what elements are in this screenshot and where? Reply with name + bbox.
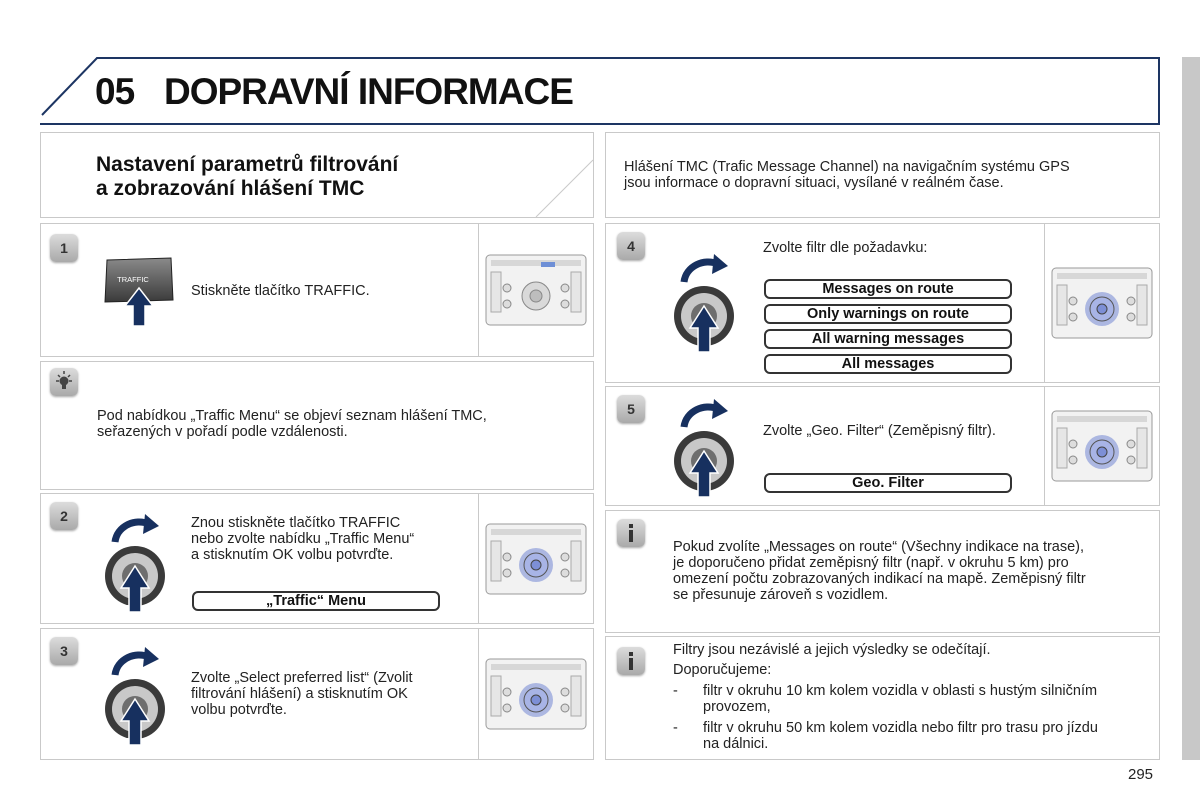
step-2-line1: Znou stiskněte tlačítko TRAFFIC — [191, 515, 401, 531]
info-2-line1: Filtry jsou nezávislé a jejich výsledky se odečítají. — [673, 642, 991, 658]
section-title-panel — [40, 132, 594, 218]
chapter-header — [40, 57, 1160, 125]
info-2-panel — [605, 636, 1160, 760]
intro-text — [624, 159, 1070, 191]
info-2-line2: Doporučujeme: — [673, 662, 772, 678]
tip-badge — [50, 368, 78, 396]
info-icon — [617, 519, 645, 547]
step-badge-5: 5 — [617, 395, 645, 423]
info-1-text — [673, 539, 1086, 603]
step-5-thumbnail — [1044, 387, 1159, 505]
info-1-line3: omezení počtu zobrazovaných indikací na mapě. Zeměpisný filtr — [673, 571, 1086, 587]
traffic-button-label: TRAFFIC — [117, 275, 149, 284]
step-3-line3: volbu potvrďte. — [191, 702, 287, 718]
step-1-thumbnail — [478, 224, 593, 356]
option-geo-filter[interactable]: Geo. Filter — [764, 473, 1012, 493]
info-1-line4: se přesunuje zároveň s vozidlem. — [673, 587, 889, 603]
step-3-thumbnail — [478, 629, 593, 759]
section-title-line2: a zobrazování hlášení TMC — [96, 177, 365, 200]
step-2-line2: nebo zvolte nabídku „Traffic Menu“ — [191, 531, 415, 547]
step-3-line2: filtrování hlášení) a stisknutím OK — [191, 686, 408, 702]
info-2-bullet1-line2: provozem, — [703, 699, 771, 715]
radio-unit-icon — [485, 254, 587, 326]
rotary-knob-icon — [101, 508, 171, 616]
step-2-panel — [40, 493, 594, 624]
option-traffic-menu[interactable]: „Traffic“ Menu — [192, 591, 440, 611]
radio-unit-icon — [1051, 410, 1153, 482]
radio-unit-icon — [485, 658, 587, 730]
step-badge-2: 2 — [50, 502, 78, 530]
option-all-warning-messages[interactable]: All warning messages — [764, 329, 1012, 349]
info-2-bullet1 — [703, 683, 1097, 715]
step-1-panel — [40, 223, 594, 357]
chapter-number: 05 — [95, 71, 135, 112]
lightbulb-icon — [50, 368, 78, 396]
info-1-panel — [605, 510, 1160, 633]
info-1-line2: je doporučeno přidat zeměpisný filtr (např. v okruhu 5 km) pro — [673, 555, 1069, 571]
info-2-bullet2-line1: filtr v okruhu 50 km kolem vozidla nebo filtr pro trasu pro jízdu — [703, 720, 1098, 736]
step-4-text: Zvolte filtr dle požadavku: — [763, 240, 928, 256]
corner-fold — [534, 158, 594, 218]
intro-line2: jsou informace o dopravní situaci, vysílané v reálném čase. — [624, 175, 1004, 191]
tip-line2: seřazených v pořadí podle vzdálenosti. — [97, 424, 348, 440]
section-title-line1: Nastavení parametrů filtrování — [96, 153, 399, 176]
info-badge-1 — [617, 519, 645, 547]
option-messages-on-route[interactable]: Messages on route — [764, 279, 1012, 299]
step-2-thumbnail — [478, 494, 593, 623]
chapter-title: DOPRAVNÍ INFORMACE — [164, 71, 573, 112]
side-tab — [1182, 57, 1200, 760]
step-5-text: Zvolte „Geo. Filter“ (Zeměpisný filtr). — [763, 423, 996, 439]
option-only-warnings-on-route[interactable]: Only warnings on route — [764, 304, 1012, 324]
tip-line1: Pod nabídkou „Traffic Menu“ se objeví seznam hlášení TMC, — [97, 408, 487, 424]
info-badge-2 — [617, 647, 645, 675]
radio-unit-icon — [1051, 267, 1153, 339]
step-4-thumbnail — [1044, 224, 1159, 382]
info-icon — [617, 647, 645, 675]
intro-panel — [605, 132, 1160, 218]
info-2-bullet2 — [703, 720, 1098, 752]
page-number: 295 — [1128, 766, 1154, 783]
info-2-bullet2-line2: na dálnici. — [703, 736, 769, 752]
info-1-line1: Pokud zvolíte „Messages on route“ (Všechny indikace na trase), — [673, 539, 1085, 555]
step-2-line3: a stisknutím OK volbu potvrďte. — [191, 547, 394, 563]
radio-unit-icon — [485, 523, 587, 595]
step-3-panel — [40, 628, 594, 760]
step-4-panel — [605, 223, 1160, 383]
step-badge-3: 3 — [50, 637, 78, 665]
intro-line1: Hlášení TMC (Trafic Message Channel) na navigačním systému GPS — [624, 159, 1070, 175]
traffic-button-icon — [101, 254, 181, 329]
option-all-messages[interactable]: All messages — [764, 354, 1012, 374]
step-3-line1: Zvolte „Select preferred list“ (Zvolit — [191, 670, 413, 686]
rotary-knob-icon — [670, 248, 740, 356]
rotary-knob-icon — [101, 641, 171, 749]
rotary-knob-icon — [670, 393, 740, 501]
step-1-text: Stiskněte tlačítko TRAFFIC. — [191, 283, 370, 299]
step-badge-4: 4 — [617, 232, 645, 260]
step-badge-1: 1 — [50, 234, 78, 262]
section-title — [96, 153, 398, 201]
info-2-bullet1-line1: filtr v okruhu 10 km kolem vozidla v oblasti s hustým silničním — [703, 683, 1098, 699]
step-5-panel — [605, 386, 1160, 506]
tip-panel — [40, 361, 594, 490]
tip-text — [97, 408, 487, 440]
info-2-bullet1-dash: - — [673, 683, 678, 699]
step-3-text — [191, 670, 413, 718]
step-2-text — [191, 515, 414, 563]
info-2-bullet2-dash: - — [673, 720, 678, 736]
